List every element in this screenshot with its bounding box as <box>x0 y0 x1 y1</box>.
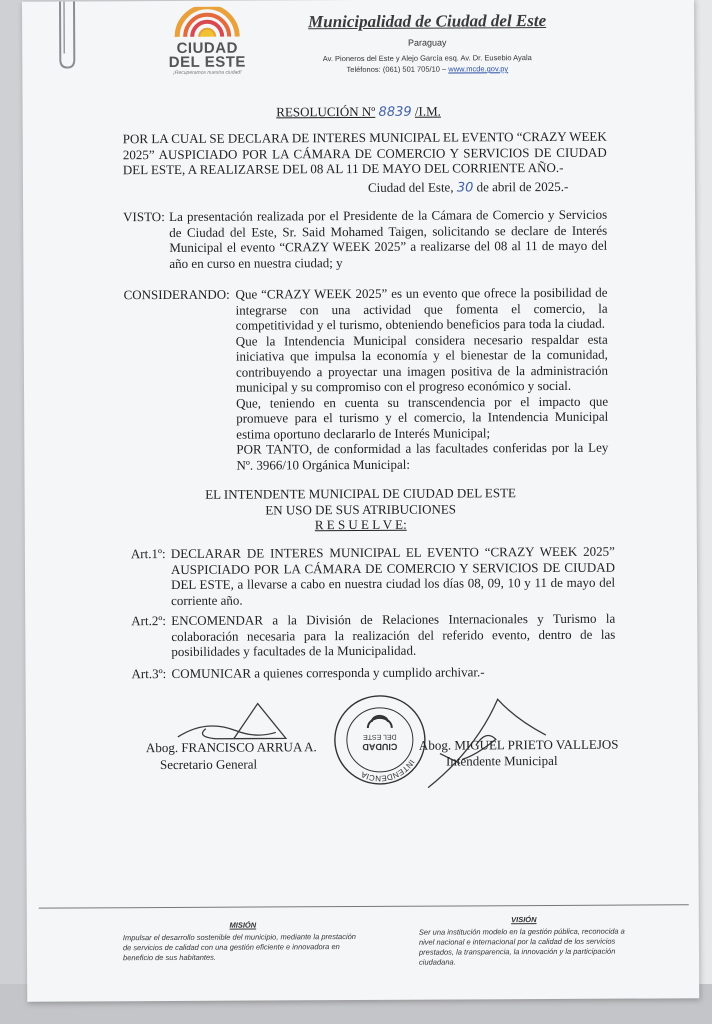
vision-title: VISIÓN <box>511 915 537 925</box>
svg-text:INTENDENCIA <box>359 758 416 783</box>
considerando-label: CONSIDERANDO: <box>123 286 230 303</box>
article-2-number: Art.2º: <box>131 613 167 629</box>
article-3-text: COMUNICAR a quienes corresponda y cumplido archivar.- <box>171 664 485 681</box>
article-2-text: ENCOMENDAR a la División de Relaciones Internacionales y Turismo la colaboración necesaria para la realización del referido evento, dentro de las posibilidades y facultades de la Municipalidad. <box>171 610 616 659</box>
date-line <box>368 179 568 197</box>
secretary-title: Secretario General <box>159 756 258 773</box>
authority-line-1: EL INTENDENTE MUNICIPAL DE CIUDAD DEL ESTE <box>205 485 516 502</box>
article-3-number: Art.3º: <box>131 666 167 682</box>
seal-city-2: DEL ESTE <box>363 732 397 740</box>
mayor-title: Intendente Municipal <box>445 752 558 769</box>
considerando-paragraph-1: Que “CRAZY WEEK 2025” es un evento que ofrece la posibilidad de integrarse con una actividad que fomenta el comercio, la competitividad y el turismo, obteniendo beneficios para toda la ciudad. <box>235 284 608 333</box>
date-day: 30 <box>456 180 474 196</box>
secretary-name: Abog. FRANCISCO ARRUA A. <box>145 739 317 756</box>
mission-block <box>123 920 363 963</box>
address-line: Av. Pioneros del Este y Alejo García esq. Av. Dr. Eusebio Ayala <box>322 53 532 64</box>
visto-text: La presentación realizada por el Presidente de la Cámara de Comercio y Servicios de Ciudad del Este, Sr. Said Mohamed Taigen, solicitando se declare de Interés Municipal el evento “CRAZY WEEK 2025” a realizarse del 08 al 11 de mayo del año en curso en nuestra ciudad; y <box>169 206 608 271</box>
seal-arc-text: INTENDENCIA <box>359 757 417 783</box>
resolution-suffix: /I.M. <box>414 103 441 119</box>
visto-label: VISTO: <box>123 209 165 225</box>
resolution-number: 8839 <box>378 104 412 120</box>
document-page <box>22 0 699 1002</box>
seal-city-1: CIUDAD <box>362 741 398 752</box>
resuelve-heading: R E S U E L V E: <box>314 516 407 533</box>
considerando-paragraph-4: POR TANTO, de conformidad a las facultades conferidas por la Ley Nº. 3966/10 Orgánica Municipal: <box>236 439 609 473</box>
considerando-paragraph-3: Que, teniendo en cuenta su transcendencia por el impacto que promueve para el turismo y el comercio, la Intendencia Municipal estima oportuno declararlo de Interés Municipal; <box>236 393 609 442</box>
authority-line-2: EN USO DE SUS ATRIBUCIONES <box>265 500 457 517</box>
municipality-logo <box>162 7 252 75</box>
municipality-title: Municipalidad de Ciudad del Este <box>308 11 547 32</box>
authority-block <box>25 484 697 534</box>
mayor-name: Abog. MIGUEL PRIETO VALLEJOS <box>418 736 619 753</box>
logo-word-2: DEL ESTE <box>168 53 246 71</box>
website-link[interactable]: www.mcde.gov.py <box>448 64 509 74</box>
article-1-number: Art.1º: <box>130 546 166 562</box>
vision-block <box>419 915 629 968</box>
paper-clip-icon <box>52 1 80 71</box>
resolution-label: RESOLUCIÓN Nº <box>276 103 376 120</box>
subject-heading: POR LA CUAL SE DECLARA DE INTERES MUNICIPAL EL EVENTO “CRAZY WEEK 2025” AUSPICIADO POR LA CÁMARA DE COMERCIO Y SERVICIOS DE CIUDAD DEL ESTE, A REALIZARSE DEL 08 AL 11 DE MAYO DEL CORRIENTE AÑO.- <box>122 128 607 178</box>
sun-logo-icon <box>172 7 242 37</box>
considerando-body <box>235 285 608 473</box>
phone-text: Teléfonos: (061) 501 705/10 – <box>346 64 449 75</box>
official-seal <box>332 694 428 787</box>
mission-text: Impulsar el desarrollo sostenible del municipio, mediante la prestación de servicios de calidad con una gestión eficiente e innovadora en beneficio de sus habitantes. <box>122 932 356 963</box>
country-label: Paraguay <box>407 37 447 48</box>
date-prefix: Ciudad del Este, <box>367 179 454 195</box>
municipality-info <box>277 11 577 75</box>
letterhead <box>162 5 582 77</box>
date-suffix: de abril de 2025.- <box>476 178 569 195</box>
vision-text: Ser una institución modelo en la gestión pública, reconocida a nivel nacional e internacional por la calidad de los servicios prestados, la transparencia, la innovación y la participación ciudadana. <box>418 926 625 967</box>
logo-word-1: CIUDAD <box>176 39 238 57</box>
mission-title: MISIÓN <box>229 920 257 930</box>
article-1-text: DECLARAR DE INTERES MUNICIPAL EL EVENTO “CRAZY WEEK 2025” AUSPICIADO POR LA CÁMARA DE COMERCIO Y SERVICIOS DE CIUDAD DEL ESTE, a llevarse a cabo en nuestra ciudad los días 08, 09, 10 y 11 de mayo del corriente año. <box>170 543 616 608</box>
logo-tagline: ¡Recuperamos nuestra ciudad! <box>173 69 242 76</box>
considerando-paragraph-2: Que la Intendencia Municipal considera necesario respaldar esta iniciativa que impulsa la economía y el bienestar de la comunidad, contribuyendo a proyectar una imagen positiva de la administración municipal y su compromiso con el progreso económico y social. <box>235 331 608 395</box>
footer-divider <box>39 904 689 908</box>
resolution-title <box>23 102 695 122</box>
phone-line <box>277 64 577 75</box>
